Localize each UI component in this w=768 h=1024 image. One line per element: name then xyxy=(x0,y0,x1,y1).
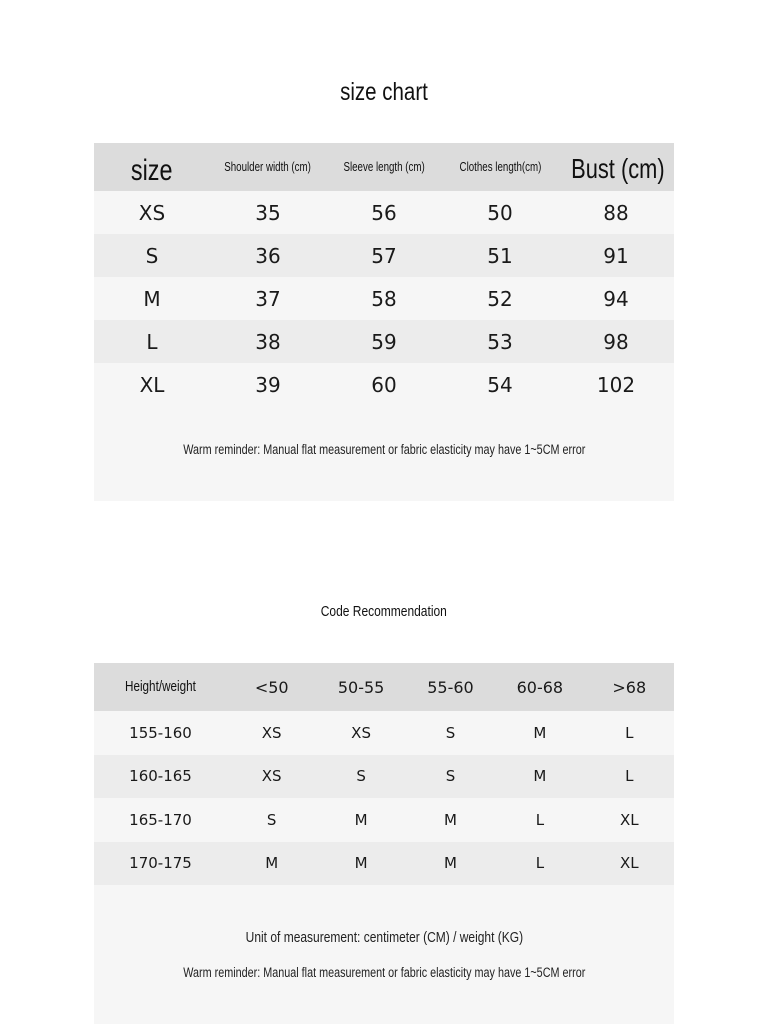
size-chart-table xyxy=(94,143,674,501)
length-cell: 51 xyxy=(487,243,513,268)
size-cell: M xyxy=(354,854,368,873)
unit-of-measurement-note: Unit of measurement: centimeter (CM) / weight (KG) xyxy=(245,929,523,946)
code-recommendation-header-row xyxy=(94,663,674,711)
shoulder-cell: 38 xyxy=(255,329,281,354)
size-cell: S xyxy=(445,767,456,786)
size-cell: XS xyxy=(261,723,282,742)
header-sleeve-length: Sleeve length (cm) xyxy=(343,160,425,174)
shoulder-cell: 35 xyxy=(255,200,281,225)
size-cell: XL xyxy=(619,854,639,873)
bust-cell: 98 xyxy=(603,329,629,354)
table-row xyxy=(94,755,674,799)
size-cell: S xyxy=(356,767,366,786)
size-cell: M xyxy=(354,810,368,829)
code-recommendation-reminder: Warm reminder: Manual flat measurement or fabric elasticity may have 1~5CM error xyxy=(182,965,586,980)
header-shoulder-width: Shoulder width (cm) xyxy=(224,160,312,174)
shoulder-cell: 37 xyxy=(255,286,281,311)
table-row xyxy=(94,191,674,234)
header-weight-over-68: >68 xyxy=(612,677,647,697)
header-height-weight: Height/weight xyxy=(125,678,196,695)
size-chart-title: size chart xyxy=(340,78,428,106)
size-cell: M xyxy=(533,723,547,742)
bust-cell: 94 xyxy=(603,286,629,311)
sleeve-cell: 57 xyxy=(371,243,397,268)
table-row xyxy=(94,798,674,842)
header-clothes-length: Clothes length(cm) xyxy=(459,160,541,174)
length-cell: 50 xyxy=(487,200,513,225)
table-row xyxy=(94,842,674,886)
header-size: size xyxy=(131,154,173,187)
size-cell: M xyxy=(444,810,457,829)
size-cell: XL xyxy=(619,810,639,829)
bust-cell: 102 xyxy=(596,372,636,397)
table-row xyxy=(94,363,674,406)
size-cell: L xyxy=(146,329,158,354)
size-cell: M xyxy=(533,767,547,786)
size-cell: M xyxy=(265,854,279,873)
size-cell: XS xyxy=(138,200,166,225)
size-cell: L xyxy=(535,854,545,873)
size-cell: L xyxy=(625,723,634,742)
size-cell: S xyxy=(266,810,277,829)
table-row xyxy=(94,320,674,363)
height-cell: 155-160 xyxy=(129,723,192,742)
sleeve-cell: 56 xyxy=(371,200,397,225)
bust-cell: 88 xyxy=(603,200,629,225)
code-recommendation-title: Code Recommendation xyxy=(320,603,448,620)
size-cell: XL xyxy=(139,372,165,397)
size-cell: M xyxy=(143,286,161,311)
size-cell: M xyxy=(444,854,457,873)
height-cell: 170-175 xyxy=(129,854,192,873)
size-cell: L xyxy=(535,810,545,829)
header-weight-60-68: 60-68 xyxy=(516,677,564,697)
shoulder-cell: 39 xyxy=(255,372,281,397)
sleeve-cell: 59 xyxy=(371,329,397,354)
bust-cell: 91 xyxy=(603,243,629,268)
header-weight-under-50: <50 xyxy=(254,677,289,697)
code-recommendation-table xyxy=(94,663,674,1024)
height-cell: 160-165 xyxy=(129,767,192,786)
size-cell: S xyxy=(145,243,159,268)
height-cell: 165-170 xyxy=(129,810,192,829)
table-row xyxy=(94,711,674,755)
size-cell: L xyxy=(625,767,634,786)
sleeve-cell: 58 xyxy=(371,286,397,311)
size-chart-reminder: Warm reminder: Manual flat measurement or fabric elasticity may have 1~5CM error xyxy=(182,442,586,457)
size-cell: XS xyxy=(351,723,371,742)
size-cell: S xyxy=(445,723,456,742)
header-weight-50-55: 50-55 xyxy=(337,677,385,697)
sleeve-cell: 60 xyxy=(371,372,397,397)
table-row xyxy=(94,234,674,277)
length-cell: 53 xyxy=(487,329,513,354)
shoulder-cell: 36 xyxy=(255,243,281,268)
header-weight-55-60: 55-60 xyxy=(427,677,474,697)
size-chart-header-row xyxy=(94,143,674,191)
header-bust: Bust (cm) xyxy=(571,153,665,184)
table-row xyxy=(94,277,674,320)
length-cell: 54 xyxy=(487,372,513,397)
size-cell: XS xyxy=(261,767,282,786)
length-cell: 52 xyxy=(487,286,513,311)
